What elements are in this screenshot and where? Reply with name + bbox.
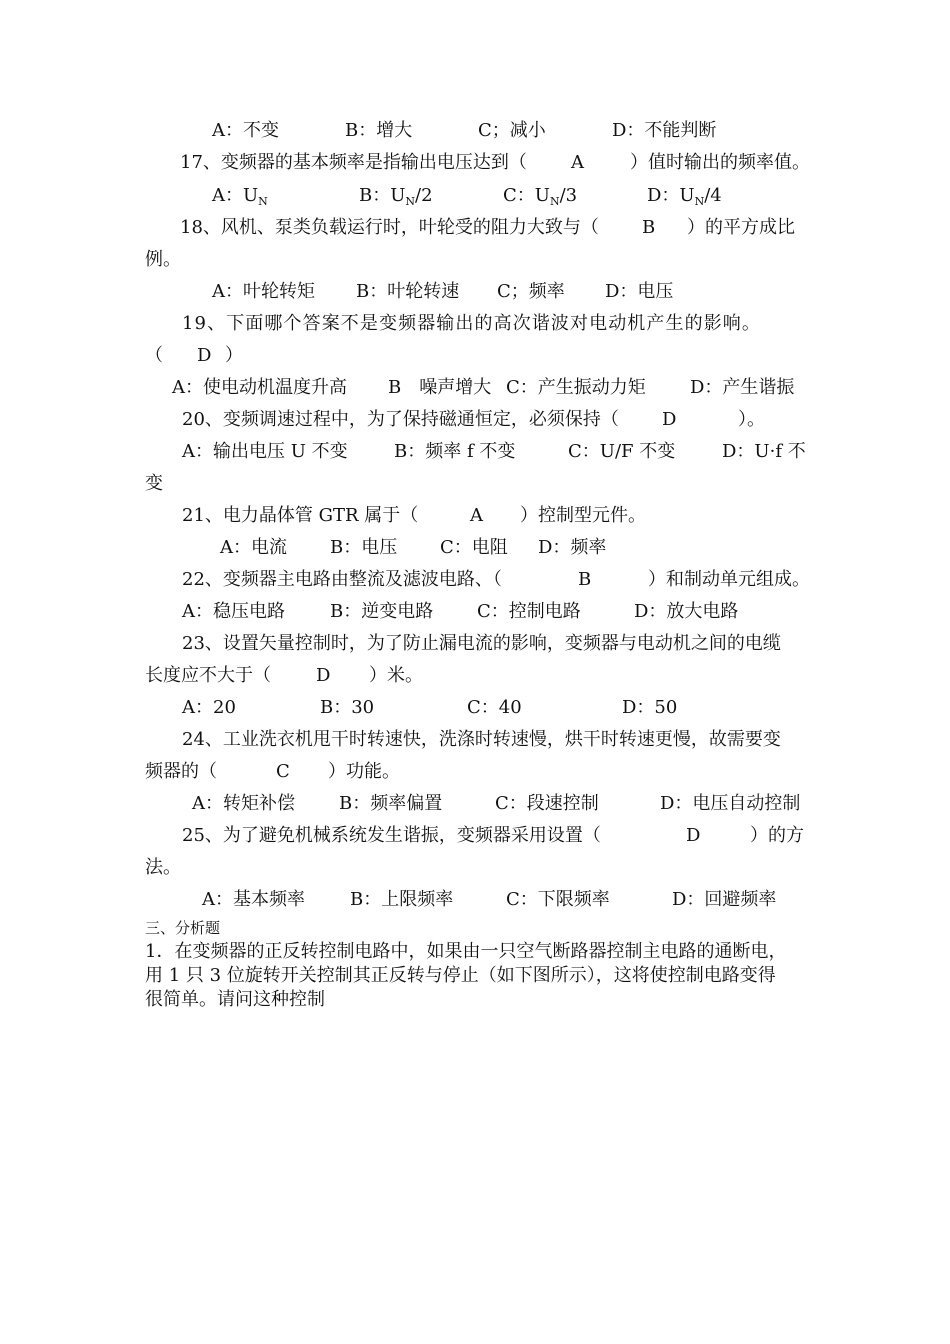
q17-option-b: B：$U_N/2$ bbox=[359, 185, 433, 208]
q24-line1: 24、工业洗衣机甩干时转速快，洗涤时转速慢，烘干时转速更慢，故需要变 bbox=[182, 729, 781, 750]
q19-paren-open: （ bbox=[145, 345, 163, 366]
analysis-paragraph-line2: 用 1 只 3 位旋转开关控制其正反转与停止（如下图所示），这将使控制电路变得 bbox=[145, 965, 776, 986]
q18-option-a: A：叶轮转矩 bbox=[212, 281, 315, 302]
q20-option-a: A：输出电压 U 不变 bbox=[182, 441, 348, 462]
q16-option-b: B：增大 bbox=[345, 120, 413, 141]
q23-line1: 23、设置矢量控制时，为了防止漏电流的影响，变频器与电动机之间的电缆 bbox=[182, 633, 781, 654]
q19-option-c: C：产生振动力矩 bbox=[506, 377, 646, 398]
q23-option-d: D：50 bbox=[622, 697, 678, 718]
q24-text-before: 频器的（ bbox=[145, 761, 217, 782]
q21-option-a: A：电流 bbox=[220, 537, 287, 558]
q18-option-c: C；频率 bbox=[497, 281, 565, 302]
q20-text-after: ）。 bbox=[738, 409, 765, 430]
q18-option-d: D：电压 bbox=[605, 281, 674, 302]
q19-option-b: B 噪声增大 bbox=[388, 377, 492, 398]
q21-text-before: 21、电力晶体管 GTR 属于（ bbox=[182, 505, 419, 526]
q25-option-a: A：基本频率 bbox=[202, 889, 305, 910]
q23-option-a: A：20 bbox=[182, 697, 236, 718]
q22-text-before: 22、变频器主电路由整流及滤波电路、（ bbox=[182, 569, 502, 590]
q22-option-a: A：稳压电路 bbox=[182, 601, 285, 622]
q25-option-d: D：回避频率 bbox=[672, 889, 777, 910]
q22-text-after: ）和制动单元组成。 bbox=[648, 569, 810, 590]
q25-answer: D bbox=[686, 825, 701, 846]
q19-line1: 19、下面哪个答案不是变频器输出的高次谐波对电动机产生的影响。 bbox=[182, 313, 762, 334]
q24-text-after: ）功能。 bbox=[328, 761, 400, 782]
q24-option-c: C：段速控制 bbox=[495, 793, 599, 814]
q17-text-after: ）值时输出的频率值。 bbox=[630, 152, 810, 173]
q25-text-after: ）的方 bbox=[750, 825, 804, 846]
q21-text-after: ）控制型元件。 bbox=[520, 505, 646, 526]
q17-option-d: D：$U_N/4$ bbox=[647, 185, 722, 208]
q16-option-d: D：不能判断 bbox=[612, 120, 717, 141]
analysis-paragraph-line1: 1．在变频器的正反转控制电路中，如果由一只空气断路器控制主电路的通断电， bbox=[145, 941, 787, 962]
q25-option-c: C：下限频率 bbox=[506, 889, 610, 910]
q18-text-before: 18、风机、泵类负载运行时，叶轮受的阻力大致与（ bbox=[180, 217, 599, 238]
section-heading: 三、分析题 bbox=[145, 919, 221, 937]
q19-option-d: D：产生谐振 bbox=[690, 377, 795, 398]
q24-option-d: D：电压自动控制 bbox=[660, 793, 801, 814]
q18-line2: 例。 bbox=[145, 249, 181, 270]
q21-option-d: D：频率 bbox=[538, 537, 607, 558]
analysis-paragraph-line3: 很简单。请问这种控制 bbox=[145, 989, 325, 1010]
q23-option-b: B：30 bbox=[320, 697, 375, 718]
q16-option-a: A：不变 bbox=[212, 120, 279, 141]
q21-option-b: B：电压 bbox=[330, 537, 398, 558]
q20-text-before: 20、变频调速过程中，为了保持磁通恒定，必须保持（ bbox=[182, 409, 619, 430]
q19-answer: D bbox=[197, 345, 212, 366]
q17-text-before: 17、变频器的基本频率是指输出电压达到（ bbox=[180, 152, 527, 173]
q20-option-d: D：U·f 不 bbox=[722, 441, 806, 462]
q23-option-c: C：40 bbox=[467, 697, 522, 718]
q24-option-a: A：转矩补偿 bbox=[192, 793, 295, 814]
q20-answer: D bbox=[662, 409, 677, 430]
q23-text-before: 长度应不大于（ bbox=[145, 665, 271, 686]
q19-option-a: A：使电动机温度升高 bbox=[172, 377, 347, 398]
q18-text-after: ）的平方成比 bbox=[687, 217, 795, 238]
q20-option-c: C：U/F 不变 bbox=[568, 441, 676, 462]
q19-paren-close: ） bbox=[225, 345, 243, 366]
q20-wrap: 变 bbox=[145, 473, 163, 494]
q25-text-before: 25、为了避免机械系统发生谐振，变频器采用设置（ bbox=[182, 825, 601, 846]
q23-answer: D bbox=[316, 665, 331, 686]
q23-text-after: ）米。 bbox=[369, 665, 423, 686]
q22-answer: B bbox=[578, 569, 592, 590]
q25-option-b: B：上限频率 bbox=[350, 889, 454, 910]
q24-answer: C bbox=[276, 761, 290, 782]
q22-option-c: C：控制电路 bbox=[477, 601, 581, 622]
q18-option-b: B：叶轮转速 bbox=[356, 281, 460, 302]
q18-answer: B bbox=[642, 217, 656, 238]
q22-option-d: D：放大电路 bbox=[634, 601, 739, 622]
q17-option-c: C：$U_N/3$ bbox=[503, 185, 578, 208]
q17-answer: A bbox=[571, 152, 584, 173]
q17-option-a: A：$U_N$ bbox=[212, 185, 268, 208]
q24-option-b: B：频率偏置 bbox=[339, 793, 443, 814]
q21-option-c: C：电阻 bbox=[440, 537, 508, 558]
q20-option-b: B：频率 f 不变 bbox=[394, 441, 516, 462]
q21-answer: A bbox=[470, 505, 483, 526]
q16-option-c: C；减小 bbox=[478, 120, 546, 141]
q25-line2: 法。 bbox=[145, 857, 181, 878]
q22-option-b: B：逆变电路 bbox=[330, 601, 434, 622]
